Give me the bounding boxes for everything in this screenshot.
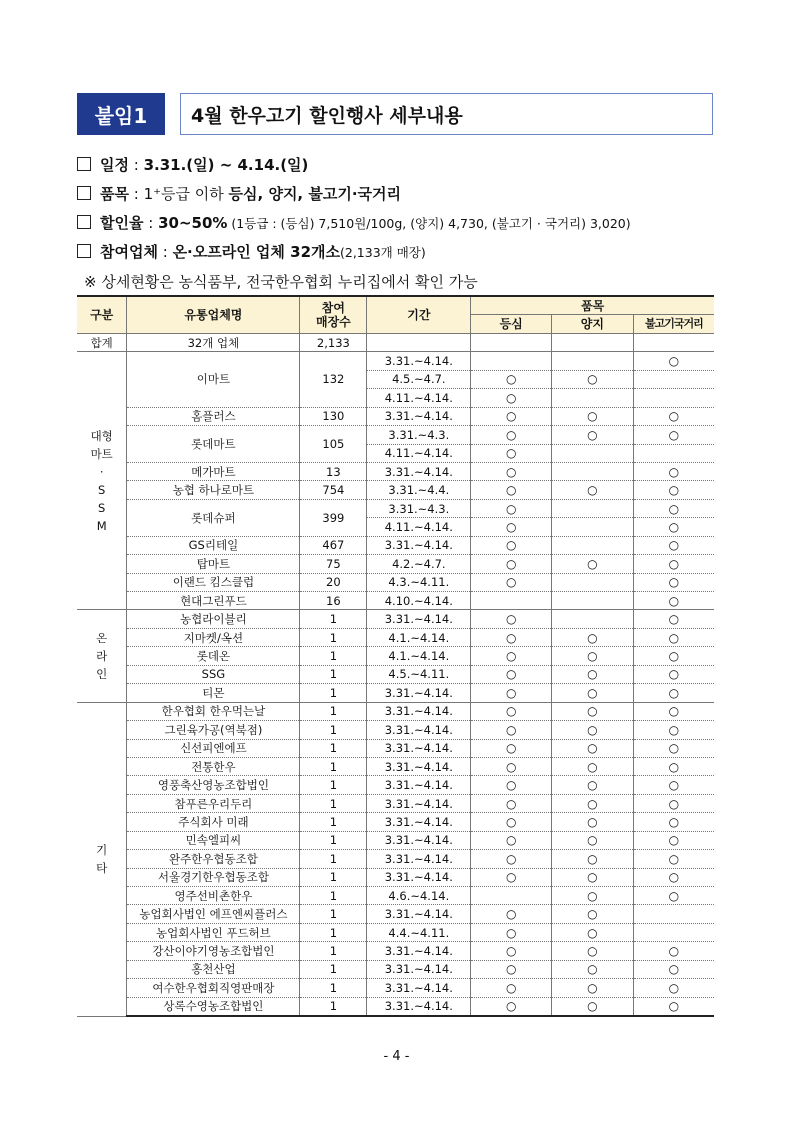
table-row xyxy=(77,739,714,757)
brisket-mark: ○ xyxy=(552,868,634,886)
brisket-mark: ○ xyxy=(552,776,634,794)
brisket-mark: ○ xyxy=(552,979,634,997)
table-row xyxy=(77,721,714,739)
bulgogi-mark: ○ xyxy=(633,628,714,646)
period-cell: 4.1.~4.14. xyxy=(367,647,471,665)
table-body xyxy=(77,333,714,1016)
store-count-cell: 75 xyxy=(300,555,367,573)
period-cell: 3.31.~4.14. xyxy=(367,794,471,812)
company-name-cell: 홍천산업 xyxy=(127,960,300,978)
brisket-mark xyxy=(552,499,634,517)
table-row xyxy=(77,702,714,720)
store-count-cell: 1 xyxy=(300,721,367,739)
company-name-cell: 영풍축산영농조합법인 xyxy=(127,776,300,794)
bulgogi-mark: ○ xyxy=(633,997,714,1016)
bulgogi-mark: ○ xyxy=(633,684,714,702)
store-count-cell: 1 xyxy=(300,628,367,646)
table-row xyxy=(77,499,714,517)
attachment-badge: 붙임1 xyxy=(77,93,165,135)
company-name-cell: 농업회사법인 푸드허브 xyxy=(127,923,300,941)
table-row xyxy=(77,905,714,923)
table-row xyxy=(77,426,714,444)
brisket-mark xyxy=(552,536,634,554)
bulgogi-mark: ○ xyxy=(633,979,714,997)
sirloin-mark: ○ xyxy=(471,481,552,499)
company-name-cell: 농협라이블리 xyxy=(127,610,300,628)
period-cell: 3.31.~4.3. xyxy=(367,499,471,517)
bulgogi-mark: ○ xyxy=(633,462,714,480)
brisket-mark: ○ xyxy=(552,684,634,702)
bulgogi-mark: ○ xyxy=(633,739,714,757)
sirloin-mark: ○ xyxy=(471,610,552,628)
bulgogi-mark: ○ xyxy=(633,610,714,628)
company-name-cell: 현대그린푸드 xyxy=(127,592,300,610)
sirloin-mark: ○ xyxy=(471,831,552,849)
sirloin-mark: ○ xyxy=(471,997,552,1016)
period-cell: 3.31.~4.14. xyxy=(367,702,471,720)
company-name-cell: 롯데슈퍼 xyxy=(127,499,300,536)
info-item-discount: 할인율 : 30~50% (1등급 : (등심) 7,510원/100g, (양지) 4,730, (불고기 · 국거리) 3,020) xyxy=(77,212,631,233)
page-number: - 4 - xyxy=(383,1049,410,1064)
brisket-mark: ○ xyxy=(552,721,634,739)
period-cell: 3.31.~4.14. xyxy=(367,684,471,702)
period-cell: 4.5.~4.7. xyxy=(367,370,471,388)
sirloin-mark: ○ xyxy=(471,905,552,923)
brisket-mark: ○ xyxy=(552,887,634,905)
brisket-mark xyxy=(552,389,634,407)
bulgogi-mark: ○ xyxy=(633,592,714,610)
brisket-mark: ○ xyxy=(552,628,634,646)
brisket-mark xyxy=(552,352,634,370)
sirloin-mark: ○ xyxy=(471,813,552,831)
company-name-cell: 신선피엔에프 xyxy=(127,739,300,757)
table-row xyxy=(77,868,714,886)
sirloin-mark xyxy=(471,592,552,610)
company-name-cell: 여수한우협회직영판매장 xyxy=(127,979,300,997)
header-stores: 참여 매장수 xyxy=(300,296,367,333)
table-row xyxy=(77,573,714,591)
store-count-cell: 1 xyxy=(300,739,367,757)
period-cell: 4.3.~4.11. xyxy=(367,573,471,591)
period-cell: 4.1.~4.14. xyxy=(367,628,471,646)
table-row xyxy=(77,850,714,868)
table-row xyxy=(77,757,714,775)
bulgogi-mark: ○ xyxy=(633,352,714,370)
period-cell: 3.31.~4.14. xyxy=(367,776,471,794)
period-cell: 3.31.~4.14. xyxy=(367,352,471,370)
page-title: 4월 한우고기 할인행사 세부내용 xyxy=(180,93,713,135)
bulgogi-mark: ○ xyxy=(633,887,714,905)
sirloin-mark: ○ xyxy=(471,389,552,407)
company-name-cell: 탑마트 xyxy=(127,555,300,573)
company-name-cell: 서울경기한우협동조합 xyxy=(127,868,300,886)
brisket-mark xyxy=(552,610,634,628)
sirloin-mark: ○ xyxy=(471,462,552,480)
period-cell: 4.11.~4.14. xyxy=(367,444,471,462)
bulgogi-mark: ○ xyxy=(633,776,714,794)
category-cell: 온 라 인 xyxy=(77,610,127,702)
company-name-cell: 롯데마트 xyxy=(127,426,300,463)
store-count-cell: 132 xyxy=(300,352,367,407)
period-cell: 4.6.~4.14. xyxy=(367,887,471,905)
bulgogi-mark xyxy=(633,389,714,407)
bulgogi-mark: ○ xyxy=(633,481,714,499)
store-count-cell: 1 xyxy=(300,887,367,905)
period-cell: 3.31.~4.14. xyxy=(367,757,471,775)
discount-event-table xyxy=(77,295,714,1017)
store-count-cell: 467 xyxy=(300,536,367,554)
bulgogi-mark: ○ xyxy=(633,573,714,591)
checkbox-square-icon xyxy=(77,244,91,258)
table-row xyxy=(77,536,714,554)
store-count-cell: 1 xyxy=(300,794,367,812)
bulgogi-mark xyxy=(633,444,714,462)
header-items: 품목 xyxy=(471,296,714,315)
sirloin-mark: ○ xyxy=(471,721,552,739)
bulgogi-mark: ○ xyxy=(633,831,714,849)
store-count-cell: 1 xyxy=(300,942,367,960)
company-name-cell: 이랜드 킴스클럽 xyxy=(127,573,300,591)
company-name-cell: 상록수영농조합법인 xyxy=(127,997,300,1016)
sirloin-mark: ○ xyxy=(471,702,552,720)
bulgogi-mark: ○ xyxy=(633,702,714,720)
period-cell: 3.31.~4.14. xyxy=(367,831,471,849)
brisket-mark: ○ xyxy=(552,850,634,868)
total-stores: 2,133 xyxy=(300,333,367,351)
header-category: 구분 xyxy=(77,296,127,333)
store-count-cell: 1 xyxy=(300,610,367,628)
table-row xyxy=(77,647,714,665)
store-count-cell: 105 xyxy=(300,426,367,463)
table-row xyxy=(77,352,714,370)
table-row xyxy=(77,665,714,683)
checkbox-square-icon xyxy=(77,157,91,171)
store-count-cell: 1 xyxy=(300,702,367,720)
period-cell: 3.31.~4.14. xyxy=(367,960,471,978)
brisket-mark: ○ xyxy=(552,794,634,812)
bulgogi-mark xyxy=(633,370,714,388)
header-brisket: 양지 xyxy=(552,315,634,333)
table-row xyxy=(77,481,714,499)
period-cell: 3.31.~4.14. xyxy=(367,813,471,831)
sirloin-mark: ○ xyxy=(471,794,552,812)
table-row xyxy=(77,776,714,794)
sirloin-mark: ○ xyxy=(471,942,552,960)
brisket-mark: ○ xyxy=(552,813,634,831)
title-bar xyxy=(77,93,713,135)
period-cell: 4.2.~4.7. xyxy=(367,555,471,573)
store-count-cell: 1 xyxy=(300,979,367,997)
period-cell: 3.31.~4.14. xyxy=(367,997,471,1016)
table-row xyxy=(77,610,714,628)
sirloin-mark: ○ xyxy=(471,536,552,554)
store-count-cell: 1 xyxy=(300,868,367,886)
store-count-cell: 1 xyxy=(300,831,367,849)
bulgogi-mark: ○ xyxy=(633,942,714,960)
sirloin-mark xyxy=(471,352,552,370)
company-name-cell: 주식회사 미래 xyxy=(127,813,300,831)
brisket-mark: ○ xyxy=(552,426,634,444)
store-count-cell: 1 xyxy=(300,665,367,683)
period-cell: 3.31.~4.14. xyxy=(367,407,471,425)
store-count-cell: 1 xyxy=(300,997,367,1016)
header-bulgogi: 불고기국거리 xyxy=(633,315,714,333)
brisket-mark xyxy=(552,573,634,591)
table-row xyxy=(77,462,714,480)
period-cell: 4.11.~4.14. xyxy=(367,518,471,536)
period-cell: 4.5.~4.11. xyxy=(367,665,471,683)
company-name-cell: 지마켓/옥션 xyxy=(127,628,300,646)
store-count-cell: 1 xyxy=(300,684,367,702)
brisket-mark: ○ xyxy=(552,370,634,388)
store-count-cell: 399 xyxy=(300,499,367,536)
brisket-mark: ○ xyxy=(552,555,634,573)
bulgogi-mark: ○ xyxy=(633,850,714,868)
company-name-cell: 강산이야기영농조합법인 xyxy=(127,942,300,960)
brisket-mark: ○ xyxy=(552,997,634,1016)
header-company: 유통업체명 xyxy=(127,296,300,333)
table-row xyxy=(77,960,714,978)
brisket-mark: ○ xyxy=(552,923,634,941)
brisket-mark: ○ xyxy=(552,481,634,499)
sirloin-mark: ○ xyxy=(471,573,552,591)
sirloin-mark: ○ xyxy=(471,739,552,757)
bulgogi-mark: ○ xyxy=(633,721,714,739)
brisket-mark: ○ xyxy=(552,757,634,775)
period-cell: 4.4.~4.11. xyxy=(367,923,471,941)
store-count-cell: 13 xyxy=(300,462,367,480)
period-cell: 3.31.~4.14. xyxy=(367,610,471,628)
sirloin-mark: ○ xyxy=(471,628,552,646)
info-item-schedule: 일정 : 3.31.(일) ~ 4.14.(일) xyxy=(77,154,308,175)
bulgogi-mark: ○ xyxy=(633,665,714,683)
period-cell: 3.31.~4.14. xyxy=(367,868,471,886)
header-period: 기간 xyxy=(367,296,471,333)
bulgogi-mark xyxy=(633,923,714,941)
sirloin-mark: ○ xyxy=(471,868,552,886)
sirloin-mark: ○ xyxy=(471,518,552,536)
store-count-cell: 16 xyxy=(300,592,367,610)
bulgogi-mark: ○ xyxy=(633,555,714,573)
period-cell: 3.31.~4.14. xyxy=(367,979,471,997)
table-row xyxy=(77,407,714,425)
period-cell: 3.31.~4.14. xyxy=(367,721,471,739)
bulgogi-mark: ○ xyxy=(633,647,714,665)
brisket-mark xyxy=(552,518,634,536)
company-name-cell: 한우협회 한우먹는날 xyxy=(127,702,300,720)
store-count-cell: 1 xyxy=(300,757,367,775)
company-name-cell: 농업회사법인 에프엔씨플러스 xyxy=(127,905,300,923)
checkbox-square-icon xyxy=(77,215,91,229)
company-name-cell: 그린육가공(역북점) xyxy=(127,721,300,739)
sirloin-mark: ○ xyxy=(471,370,552,388)
period-cell: 3.31.~4.14. xyxy=(367,536,471,554)
company-name-cell: 티몬 xyxy=(127,684,300,702)
company-name-cell: 영주선비촌한우 xyxy=(127,887,300,905)
total-company: 32개 업체 xyxy=(127,333,300,351)
sirloin-mark: ○ xyxy=(471,499,552,517)
sirloin-mark: ○ xyxy=(471,665,552,683)
brisket-mark xyxy=(552,444,634,462)
info-item-participants: 참여업체 : 온·오프라인 업체 32개소(2,133개 매장) xyxy=(77,241,426,262)
bulgogi-mark xyxy=(633,905,714,923)
brisket-mark xyxy=(552,592,634,610)
table-row xyxy=(77,555,714,573)
table-row xyxy=(77,684,714,702)
table-row xyxy=(77,997,714,1016)
table-row xyxy=(77,942,714,960)
store-count-cell: 1 xyxy=(300,923,367,941)
bulgogi-mark: ○ xyxy=(633,499,714,517)
table-row-total xyxy=(77,333,714,351)
store-count-cell: 1 xyxy=(300,960,367,978)
bulgogi-mark: ○ xyxy=(633,536,714,554)
store-count-cell: 1 xyxy=(300,905,367,923)
period-cell: 3.31.~4.14. xyxy=(367,905,471,923)
sirloin-mark: ○ xyxy=(471,979,552,997)
period-cell: 3.31.~4.14. xyxy=(367,739,471,757)
store-count-cell: 1 xyxy=(300,647,367,665)
company-name-cell: 메가마트 xyxy=(127,462,300,480)
brisket-mark: ○ xyxy=(552,831,634,849)
bulgogi-mark: ○ xyxy=(633,518,714,536)
bulgogi-mark: ○ xyxy=(633,757,714,775)
brisket-mark: ○ xyxy=(552,407,634,425)
brisket-mark: ○ xyxy=(552,702,634,720)
company-name-cell: 민속엘피씨 xyxy=(127,831,300,849)
brisket-mark: ○ xyxy=(552,905,634,923)
sirloin-mark: ○ xyxy=(471,647,552,665)
sirloin-mark: ○ xyxy=(471,684,552,702)
sirloin-mark: ○ xyxy=(471,960,552,978)
store-count-cell: 754 xyxy=(300,481,367,499)
sirloin-mark xyxy=(471,887,552,905)
period-cell: 4.11.~4.14. xyxy=(367,389,471,407)
period-cell: 3.31.~4.14. xyxy=(367,850,471,868)
bulgogi-mark: ○ xyxy=(633,426,714,444)
checkbox-square-icon xyxy=(77,186,91,200)
sirloin-mark: ○ xyxy=(471,757,552,775)
store-count-cell: 20 xyxy=(300,573,367,591)
bulgogi-mark: ○ xyxy=(633,868,714,886)
table-row xyxy=(77,813,714,831)
sirloin-mark: ○ xyxy=(471,923,552,941)
bulgogi-mark: ○ xyxy=(633,407,714,425)
company-name-cell: 홈플러스 xyxy=(127,407,300,425)
reference-note: ※ 상세현황은 농식품부, 전국한우협회 누리집에서 확인 가능 xyxy=(84,273,478,291)
store-count-cell: 1 xyxy=(300,776,367,794)
brisket-mark: ○ xyxy=(552,942,634,960)
store-count-cell: 1 xyxy=(300,850,367,868)
sirloin-mark: ○ xyxy=(471,407,552,425)
category-cell: 기 타 xyxy=(77,702,127,1016)
table-row xyxy=(77,887,714,905)
company-name-cell: 롯데온 xyxy=(127,647,300,665)
total-label: 합계 xyxy=(77,333,127,351)
category-cell: 대형 마트 · S S M xyxy=(77,352,127,610)
period-cell: 3.31.~4.3. xyxy=(367,426,471,444)
brisket-mark: ○ xyxy=(552,647,634,665)
header-sirloin: 등심 xyxy=(471,315,552,333)
sirloin-mark: ○ xyxy=(471,850,552,868)
company-name-cell: 완주한우협동조합 xyxy=(127,850,300,868)
table-row xyxy=(77,794,714,812)
brisket-mark: ○ xyxy=(552,960,634,978)
table-row xyxy=(77,831,714,849)
sirloin-mark: ○ xyxy=(471,444,552,462)
period-cell: 3.31.~4.14. xyxy=(367,462,471,480)
company-name-cell: 이마트 xyxy=(127,352,300,407)
bulgogi-mark: ○ xyxy=(633,794,714,812)
period-cell: 3.31.~4.14. xyxy=(367,942,471,960)
store-count-cell: 1 xyxy=(300,813,367,831)
sirloin-mark: ○ xyxy=(471,426,552,444)
period-cell: 4.10.~4.14. xyxy=(367,592,471,610)
company-name-cell: GS리테일 xyxy=(127,536,300,554)
company-name-cell: 전통한우 xyxy=(127,757,300,775)
sirloin-mark: ○ xyxy=(471,555,552,573)
info-item-products: 품목 : 1⁺등급 이하 등심, 양지, 불고기·국거리 xyxy=(77,183,401,204)
table-row xyxy=(77,923,714,941)
brisket-mark xyxy=(552,462,634,480)
table-row xyxy=(77,628,714,646)
brisket-mark: ○ xyxy=(552,665,634,683)
sirloin-mark: ○ xyxy=(471,776,552,794)
store-count-cell: 130 xyxy=(300,407,367,425)
table-row xyxy=(77,979,714,997)
table-row xyxy=(77,592,714,610)
company-name-cell: 참푸른우리두리 xyxy=(127,794,300,812)
company-name-cell: SSG xyxy=(127,665,300,683)
bulgogi-mark: ○ xyxy=(633,813,714,831)
period-cell: 3.31.~4.4. xyxy=(367,481,471,499)
bulgogi-mark: ○ xyxy=(633,960,714,978)
brisket-mark: ○ xyxy=(552,739,634,757)
company-name-cell: 농협 하나로마트 xyxy=(127,481,300,499)
